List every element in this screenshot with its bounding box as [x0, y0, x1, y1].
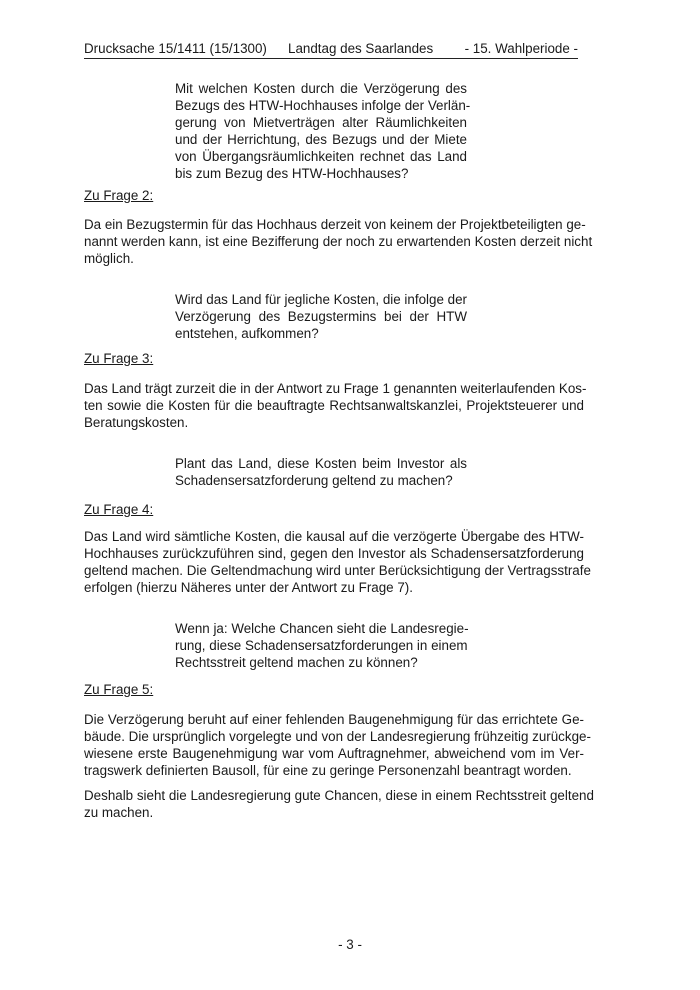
- question-2-line: Bezugs des HTW-Hochhauses infolge der Verlän-: [175, 98, 471, 113]
- question-2-line: von Übergangsräumlichkeiten rechnet das Land: [175, 149, 467, 164]
- question-2-line: bis zum Bezug des HTW-Hochhauses?: [175, 166, 409, 181]
- question-3-line: entstehen, aufkommen?: [175, 326, 319, 341]
- header-wahlperiode: - 15. Wahlperiode -: [464, 41, 578, 56]
- answer-5-line: tragswerk definierten Bausoll, für eine zu geringe Personenzahl beantragt worden.: [84, 763, 572, 778]
- answer-5-line: bäude. Die ursprünglich vorgelegte und von der Landesregierung frühzeitig zurückge-: [84, 729, 591, 744]
- question-4: [175, 455, 467, 489]
- question-4-line: Schadensersatzforderung geltend zu machen?: [175, 473, 453, 488]
- answer-5-line: Die Verzögerung beruht auf einer fehlenden Baugenehmigung für das errichtete Ge-: [84, 712, 584, 727]
- answer-5-line: wiesene erste Baugenehmigung war vom Auftragnehmer, abweichend vom im Ver-: [84, 746, 584, 761]
- question-2-line: und der Herrichtung, des Bezugs und der Miete: [175, 132, 467, 147]
- answer-2-line: möglich.: [84, 251, 134, 266]
- page-header: [84, 40, 578, 59]
- question-3: [175, 291, 467, 342]
- answer-3-line: Das Land trägt zurzeit die in der Antwort zu Frage 1 genannten weiterlaufenden Kos-: [84, 381, 587, 396]
- answer-2: [84, 216, 593, 267]
- header-landtag: Landtag des Saarlandes: [288, 41, 434, 56]
- answer-4-line: geltend machen. Die Geltendmachung wird unter Berücksichtigung der Vertragsstrafe: [84, 563, 591, 578]
- answer-4-line: erfolgen (hierzu Näheres unter der Antwort zu Frage 7).: [84, 580, 413, 595]
- question-5-line: Wenn ja: Welche Chancen sieht die Landesregie-: [175, 621, 469, 636]
- answer-5: [84, 711, 591, 779]
- question-5-line: rung, diese Schadensersatzforderungen in einem: [175, 638, 468, 653]
- question-2-line: Mit welchen Kosten durch die Verzögerung des: [175, 81, 467, 96]
- question-2: [175, 80, 471, 182]
- answer-4-line: Das Land wird sämtliche Kosten, die kausal auf die verzögerte Übergabe des HTW-: [84, 529, 584, 544]
- answer-2-line: nannt werden kann, ist eine Bezifferung der noch zu erwartenden Kosten derzeit nicht: [84, 234, 593, 249]
- question-3-line: Verzögerung des Bezugstermins bei der HTW: [175, 309, 467, 324]
- question-5: [175, 620, 467, 671]
- answer-2-label: Zu Frage 2:: [84, 188, 154, 203]
- question-2-line: gerung von Mietverträgen alter Räumlichkeiten: [175, 115, 467, 130]
- answer-2-line: Da ein Bezugstermin für das Hochhaus derzeit von keinem der Projektbeteiligten ge-: [84, 217, 586, 232]
- question-3-line: Wird das Land für jegliche Kosten, die infolge der: [175, 292, 467, 307]
- header-drucksache: Drucksache 15/1411 (15/1300): [84, 41, 267, 56]
- answer-5-line: Deshalb sieht die Landesregierung gute Chancen, diese in einem Rechtsstreit geltend: [84, 788, 594, 803]
- question-4-line: Plant das Land, diese Kosten beim Investor als: [175, 456, 467, 471]
- answer-3-line: ten sowie die Kosten für die beauftragte Rechtsanwaltskanzlei, Projektsteuerer und: [84, 398, 584, 413]
- question-5-line: Rechtsstreit geltend machen zu können?: [175, 655, 418, 670]
- answer-5-line: zu machen.: [84, 805, 154, 820]
- answer-5-conclusion: [84, 787, 594, 821]
- answer-4: [84, 528, 591, 596]
- page-number: - 3 -: [338, 937, 362, 952]
- answer-3-label: Zu Frage 3:: [84, 351, 154, 366]
- answer-4-line: Hochhauses zurückzuführen sind, gegen den Investor als Schadensersatzforderung: [84, 546, 584, 561]
- answer-3-line: Beratungskosten.: [84, 415, 189, 430]
- answer-4-label: Zu Frage 4:: [84, 502, 154, 517]
- answer-3: [84, 380, 587, 431]
- answer-5-label: Zu Frage 5:: [84, 682, 154, 697]
